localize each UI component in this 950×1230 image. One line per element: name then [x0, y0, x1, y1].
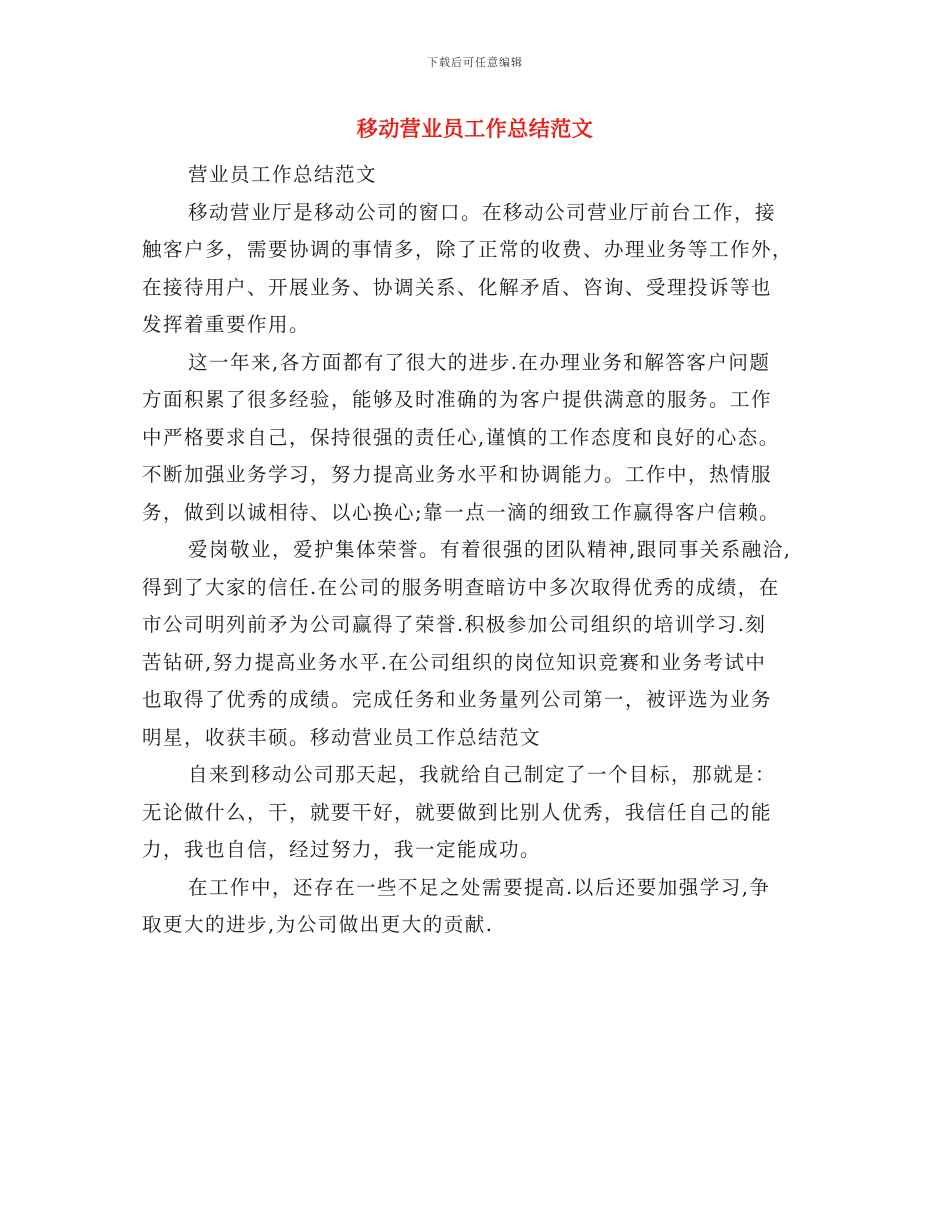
document-body — [142, 156, 818, 944]
text-line: 发挥着重要作用。 — [142, 313, 311, 336]
text-line: 移动营业厅是移动公司的窗口。在移动公司营业厅前台工作，接 — [188, 200, 777, 224]
text-line: 中严格要求自己，保持很强的责任心,谨慎的工作态度和良好的心态。 — [142, 425, 780, 449]
text-line: 不断加强业务学习，努力提高业务水平和协调能力。工作中，热情服 — [142, 463, 773, 486]
text-line: 务，做到以诚相待、以心换心;靠一点一滴的细致工作赢得客户信赖。 — [142, 500, 781, 524]
text-line: 营业员工作总结范文 — [188, 163, 378, 186]
text-line: 苦钻研,努力提高业务水平.在公司组织的岗位知识竞赛和业务考试中 — [142, 650, 767, 674]
text-line: 得到了大家的信任.在公司的服务明查暗访中多次取得优秀的成绩，在 — [142, 575, 780, 599]
text-line: 明星，收获丰硕。移动营业员工作总结范文 — [142, 725, 542, 749]
text-line: 方面积累了很多经验，能够及时准确的为客户提供满意的服务。工作 — [142, 388, 773, 411]
text-line: 爱岗敬业，爱护集体荣誉。有着很强的团队精神,跟同事关系融洽, — [188, 538, 792, 561]
text-line: 市公司明列前矛为公司赢得了荣誉.积极参加公司组织的培训学习.刻 — [142, 613, 767, 636]
text-line: 无论做什么，干，就要干好，就要做到比别人优秀，我信任自己的能 — [142, 800, 773, 824]
text-line: 在接待用户、开展业务、协调关系、化解矛盾、咨询、受理投诉等也 — [142, 275, 773, 299]
text-line: 也取得了优秀的成绩。完成任务和业务量列公司第一，被评选为业务 — [142, 688, 773, 711]
document-title: 移动营业员工作总结范文 — [356, 117, 594, 141]
text-line: 自来到移动公司那天起，我就给自己制定了一个目标，那就是： — [188, 763, 777, 786]
text-line: 触客户多，需要协调的事情多，除了正常的收费、办理业务等工作外， — [142, 238, 794, 261]
text-line: 取更大的进步,为公司做出更大的贡献. — [142, 913, 494, 936]
text-line: 这一年来,各方面都有了很大的进步.在办理业务和解答客户问题 — [188, 350, 771, 374]
text-line: 力，我也自信，经过努力，我一定能成功。 — [142, 838, 542, 861]
header-note: 下载后可任意编辑 — [427, 56, 523, 69]
text-line: 在工作中，还存在一些不足之处需要提高.以后还要加强学习,争 — [188, 875, 771, 899]
